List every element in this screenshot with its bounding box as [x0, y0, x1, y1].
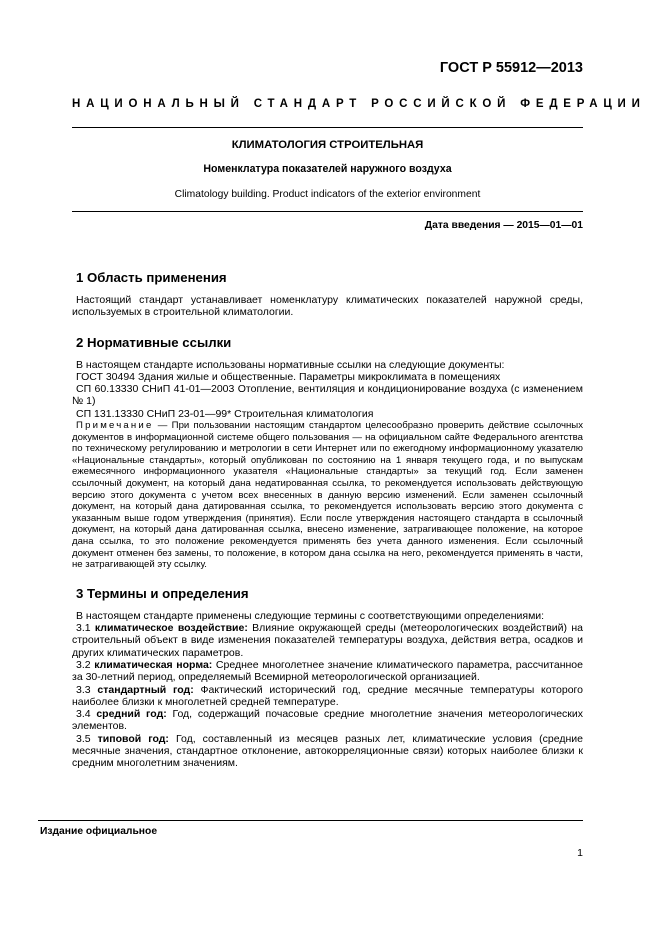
section-scope: [72, 270, 583, 319]
term-name: стандартный год:: [97, 683, 194, 696]
edition-label: Издание официальное: [40, 826, 158, 837]
paragraph: Настоящий стандарт устанавливает номенклатуру климатических показателей наружной среды, используемых в строительной климатологии.: [72, 294, 583, 319]
document-title: КЛИМАТОЛОГИЯ СТРОИТЕЛЬНАЯ: [231, 139, 424, 151]
section-normative-references: [72, 335, 583, 571]
section-heading: 1 Область применения: [76, 270, 227, 285]
section-terms: [72, 586, 583, 770]
national-standard-banner: НАЦИОНАЛЬНЫЙ СТАНДАРТ РОССИЙСКОЙ ФЕДЕРАЦИИ: [72, 98, 646, 110]
term-definition: Влияние окружающей среды (метеорологических воздействий) на строительный объект в виде изменения показателей температуры воздуха, действия ветра, осадков и других климатических параметров.: [72, 622, 583, 659]
term-number: 3.4: [76, 708, 97, 721]
term-definition: Год, составленный из месяцев разных лет, климатические условия (средние месячные значения, стандартное отклонение, автокорреляционные связи) которых наиболее близки к средним многолетним значениям.: [72, 732, 583, 770]
term-entry: [72, 622, 583, 659]
introduction-date: Дата введения — 2015—01—01: [424, 220, 583, 231]
note-label: Примечание: [76, 420, 154, 432]
document-subtitle: Номенклатура показателей наружного воздуха: [203, 163, 452, 175]
title-rule-top: [72, 127, 583, 128]
section-heading: 3 Термины и определения: [76, 585, 249, 601]
term-name: средний год:: [96, 708, 167, 721]
term-name: климатическая норма:: [94, 658, 213, 671]
note-text: — При пользовании настоящим стандартом целесообразно проверить действие ссылочных документов в информационной системе общего пользования — на официальном сайте Федерального агентства по техническому регулированию и метрологии в сети Интернет или по ежегодному информационному указателю «Национальные стандарты», который опубликован по состоянию на 1 января текущего года, и по выпускам ежемесячного информационного указателя «Национальные стандарты» за текущий год. Если заменен ссылочный документ, на который дана недатированная ссылка, то рекомендуется использовать действующую версию этого документа с учетом всех внесенных в данную версию изменений. Если заменен ссылочный документ, на который дана датированная ссылка, то рекомендуется использовать версию этого документа с указанным выше годом утверждения (принятия). Если после утверждения настоящего стандарта в ссылочный документ, на который дана датированная ссылка, внесено изменение, затрагивающее положение, на которое дана ссылка, то это положение рекомендуется применять без учета данного изменения. Если ссылочный документ отменен без замены, то положение, в котором дана ссылка на него, рекомендуется применять в части, не затрагивающей эту ссылку.: [72, 420, 583, 571]
paragraph: В настоящем стандарте использованы нормативные ссылки на следующие документы:: [76, 358, 505, 371]
section-heading: 2 Нормативные ссылки: [76, 334, 232, 350]
term-entry: [72, 708, 583, 733]
reference-item: СП 131.13330 СНиП 23-01—99* Строительная климатология: [76, 407, 374, 420]
term-number: 3.3: [76, 683, 98, 696]
term-definition: Год, содержащий почасовые средние многолетние значения метеорологических элементов.: [72, 708, 583, 733]
term-name: климатическое воздействие:: [94, 622, 248, 635]
paragraph: В настоящем стандарте применены следующие термины с соответствующими определениями:: [76, 609, 545, 622]
title-rule-bottom: [72, 211, 583, 212]
term-definition: Среднее многолетнее значение климатического параметра, рассчитанное за 30-летний период, определяемый Всемирной метеорологической организацией.: [72, 658, 583, 684]
term-name: типовой год:: [97, 732, 169, 745]
term-definition: Фактический исторический год, средние месячные температуры которого наиболее близки к многолетней средней температуре.: [72, 683, 584, 708]
term-entry: [72, 684, 583, 709]
term-number: 3.2: [76, 658, 95, 671]
note-paragraph: [72, 420, 583, 571]
footer-rule: [38, 820, 583, 821]
term-number: 3.1: [76, 622, 95, 635]
document-title-english: Climatology building. Product indicators of the exterior environment: [174, 189, 481, 200]
term-entry: [72, 659, 583, 684]
gost-code: ГОСТ Р 55912—2013: [439, 60, 583, 76]
reference-item: СП 60.13330 СНиП 41-01—2003 Отопление, вентиляция и кондиционирование воздуха (с изменением № 1): [72, 383, 583, 408]
page-number: 1: [577, 847, 583, 859]
reference-item: ГОСТ 30494 Здания жилые и общественные. Параметры микроклимата в помещениях: [76, 370, 501, 383]
document-body: [72, 270, 583, 770]
term-entry: [72, 733, 583, 770]
term-number: 3.5: [76, 732, 98, 745]
